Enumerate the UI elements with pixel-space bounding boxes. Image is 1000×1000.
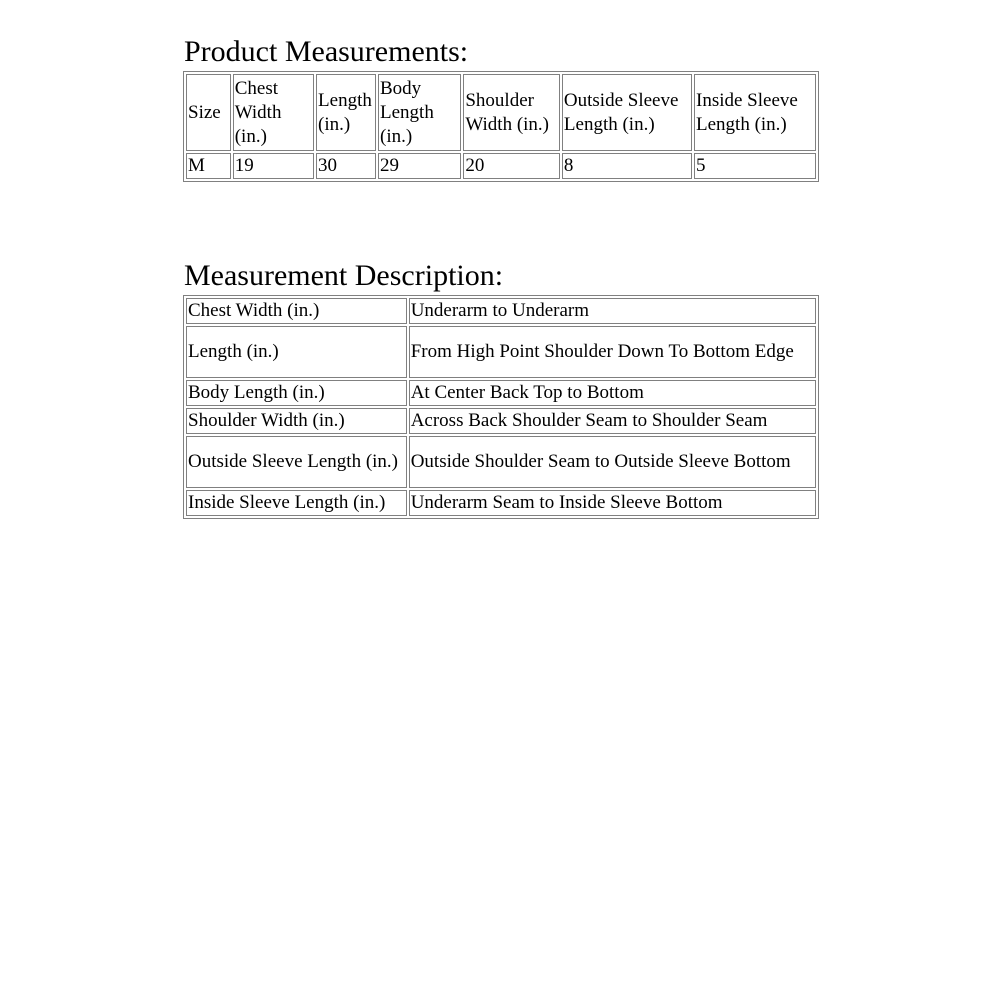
- cell-size: M: [186, 153, 231, 179]
- cell-inside-sleeve-length: 5: [694, 153, 816, 179]
- measurement-name: Chest Width (in.): [186, 298, 407, 324]
- table-row: [186, 490, 816, 516]
- header-outside-sleeve-length: Outside Sleeve Length (in.): [562, 74, 692, 151]
- table-row: [186, 298, 816, 324]
- header-shoulder-width: Shoulder Width (in.): [463, 74, 560, 151]
- table-header-row: [186, 74, 816, 151]
- measurement-description-table: [183, 295, 819, 519]
- table-row: [186, 436, 816, 488]
- measurement-description-heading: Measurement Description:: [184, 259, 504, 292]
- header-size: Size: [186, 74, 231, 151]
- measurement-name: Shoulder Width (in.): [186, 408, 407, 434]
- measurement-description: Underarm to Underarm: [409, 298, 816, 324]
- header-body-length: Body Length (in.): [378, 74, 461, 151]
- header-chest-width: Chest Width (in.): [233, 74, 314, 151]
- measurement-description: Outside Shoulder Seam to Outside Sleeve Bottom: [409, 436, 816, 488]
- measurement-name: Body Length (in.): [186, 380, 407, 406]
- header-inside-sleeve-length: Inside Sleeve Length (in.): [694, 74, 816, 151]
- measurement-description: At Center Back Top to Bottom: [409, 380, 816, 406]
- cell-shoulder-width: 20: [463, 153, 560, 179]
- measurement-description: Across Back Shoulder Seam to Shoulder Seam: [409, 408, 816, 434]
- measurement-description: From High Point Shoulder Down To Bottom Edge: [409, 326, 816, 378]
- measurement-name: Length (in.): [186, 326, 407, 378]
- measurement-description: Underarm Seam to Inside Sleeve Bottom: [409, 490, 816, 516]
- table-row: [186, 326, 816, 378]
- product-measurements-heading: Product Measurements:: [184, 35, 469, 68]
- measurement-name: Outside Sleeve Length (in.): [186, 436, 407, 488]
- cell-length: 30: [316, 153, 376, 179]
- table-row: [186, 380, 816, 406]
- header-length: Length (in.): [316, 74, 376, 151]
- table-row: [186, 408, 816, 434]
- table-row: [186, 153, 816, 179]
- cell-body-length: 29: [378, 153, 461, 179]
- cell-chest-width: 19: [233, 153, 314, 179]
- product-measurements-table: [183, 71, 819, 182]
- measurement-name: Inside Sleeve Length (in.): [186, 490, 407, 516]
- cell-outside-sleeve-length: 8: [562, 153, 692, 179]
